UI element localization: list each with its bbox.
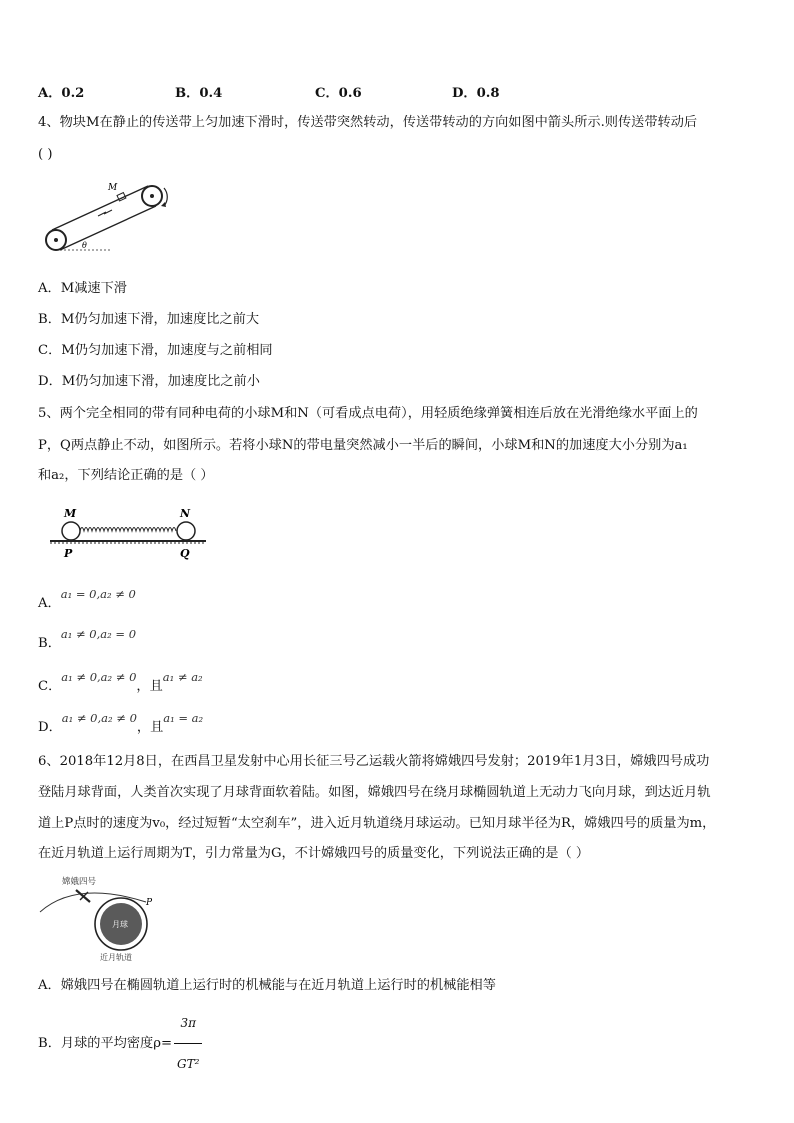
q5-option-b-expr: a₁ ≠ 0,a₂ = 0 xyxy=(60,627,137,641)
q6-option-a: A．嫦娥四号在椭圆轨道上运行时的机械能与在近月轨道上运行时的机械能相等 xyxy=(38,978,496,993)
q3-option-d: D．0.8 xyxy=(452,86,500,101)
q5-option-c-expr2: a₁ ≠ a₂ xyxy=(162,670,203,684)
q4-option-b: B．M仍匀加速下滑，加速度比之前大 xyxy=(38,312,260,327)
q5-stem-line1: 5、两个完全相同的带有同种电荷的小球M和N（可看成点电荷），用轻质绝缘弹簧相连后放在光滑绝缘水平面上的 xyxy=(38,406,698,421)
conveyor-belt-figure xyxy=(40,178,180,258)
q6-stem-line2: 登陆月球背面，人类首次实现了月球背面软着陆。如图，嫦娥四号在绕月球椭圆轨道上无动力飞向月球，到达近月轨 xyxy=(38,785,711,800)
q5-option-a xyxy=(38,587,136,611)
lunar-orbit-figure xyxy=(36,872,166,964)
q4-option-a: A．M减速下滑 xyxy=(38,281,127,296)
moon-label: 月球 xyxy=(112,920,128,929)
density-fraction xyxy=(174,1003,202,1084)
block-label: M xyxy=(108,183,118,193)
q5-option-d xyxy=(38,711,204,735)
q5-option-b xyxy=(38,627,137,651)
point-p-label: P xyxy=(64,547,73,560)
q3-option-b: B．0.4 xyxy=(175,86,223,101)
q3-option-c: C．0.6 xyxy=(315,86,362,101)
craft-label: 嫦娥四号 xyxy=(62,877,97,887)
fraction-numerator: 3π xyxy=(174,1003,202,1044)
q5-option-c-label: C． xyxy=(38,679,62,694)
ball-n-label: N xyxy=(180,507,191,520)
q6-stem-line3: 道上P点时的速度为v₀，经过短暂“太空刹车”，进入近月轨道绕月球运动。已知月球半径为R，嫦娥四号的质量为m， xyxy=(38,816,716,831)
angle-label: θ xyxy=(82,241,87,250)
q5-option-b-label: B． xyxy=(38,636,61,651)
q4-option-c: C．M仍匀加速下滑，加速度与之前相同 xyxy=(38,343,273,358)
q5-option-c-suffix: ，且 xyxy=(136,679,163,694)
q5-option-a-label: A． xyxy=(38,596,61,611)
ball-m-label: M xyxy=(64,507,77,520)
spring-balls-figure xyxy=(46,505,210,563)
q5-option-d-label: D． xyxy=(38,720,62,735)
q5-stem-line3: 和a₂，下列结论正确的是（ ） xyxy=(38,468,214,483)
q5-option-c xyxy=(38,670,203,694)
q5-option-d-suffix: ，且 xyxy=(136,720,164,735)
fraction-denominator: GT² xyxy=(177,1057,200,1071)
point-p-label: P xyxy=(146,898,153,908)
q5-option-d-expr2: a₁ = a₂ xyxy=(163,711,204,725)
q4-option-d: D．M仍匀加速下滑，加速度比之前小 xyxy=(38,374,260,389)
q5-option-d-expr: a₁ ≠ 0,a₂ ≠ 0 xyxy=(61,711,137,725)
q4-stem-line2: ( ) xyxy=(38,147,53,162)
q5-option-c-expr: a₁ ≠ 0,a₂ ≠ 0 xyxy=(61,670,137,684)
q6-option-b xyxy=(38,1003,202,1084)
q6-option-b-text: B．月球的平均密度ρ= xyxy=(38,1036,172,1051)
q6-stem-line1: 6、2018年12月8日，在西昌卫星发射中心用长征三号乙运载火箭将嫦娥四号发射；2019年1月3日，嫦娥四号成功 xyxy=(38,754,710,769)
q4-stem-line1: 4、物块M在静止的传送带上匀加速下滑时，传送带突然转动，传送带转动的方向如图中箭头所示.则传送带转动后 xyxy=(38,115,698,130)
q6-stem-line4: 在近月轨道上运行周期为T，引力常量为G，不计嫦娥四号的质量变化，下列说法正确的是（ ） xyxy=(38,846,590,861)
q5-option-a-expr: a₁ = 0,a₂ ≠ 0 xyxy=(60,587,136,601)
q5-stem-line2: P，Q两点静止不动，如图所示。若将小球N的带电量突然减小一半后的瞬间，小球M和N的加速度大小分别为a₁ xyxy=(38,438,688,453)
orbit-label: 近月轨道 xyxy=(100,953,132,962)
q3-option-a: A．0.2 xyxy=(38,86,85,101)
spacecraft-icon xyxy=(76,890,90,902)
point-q-label: Q xyxy=(180,547,190,560)
